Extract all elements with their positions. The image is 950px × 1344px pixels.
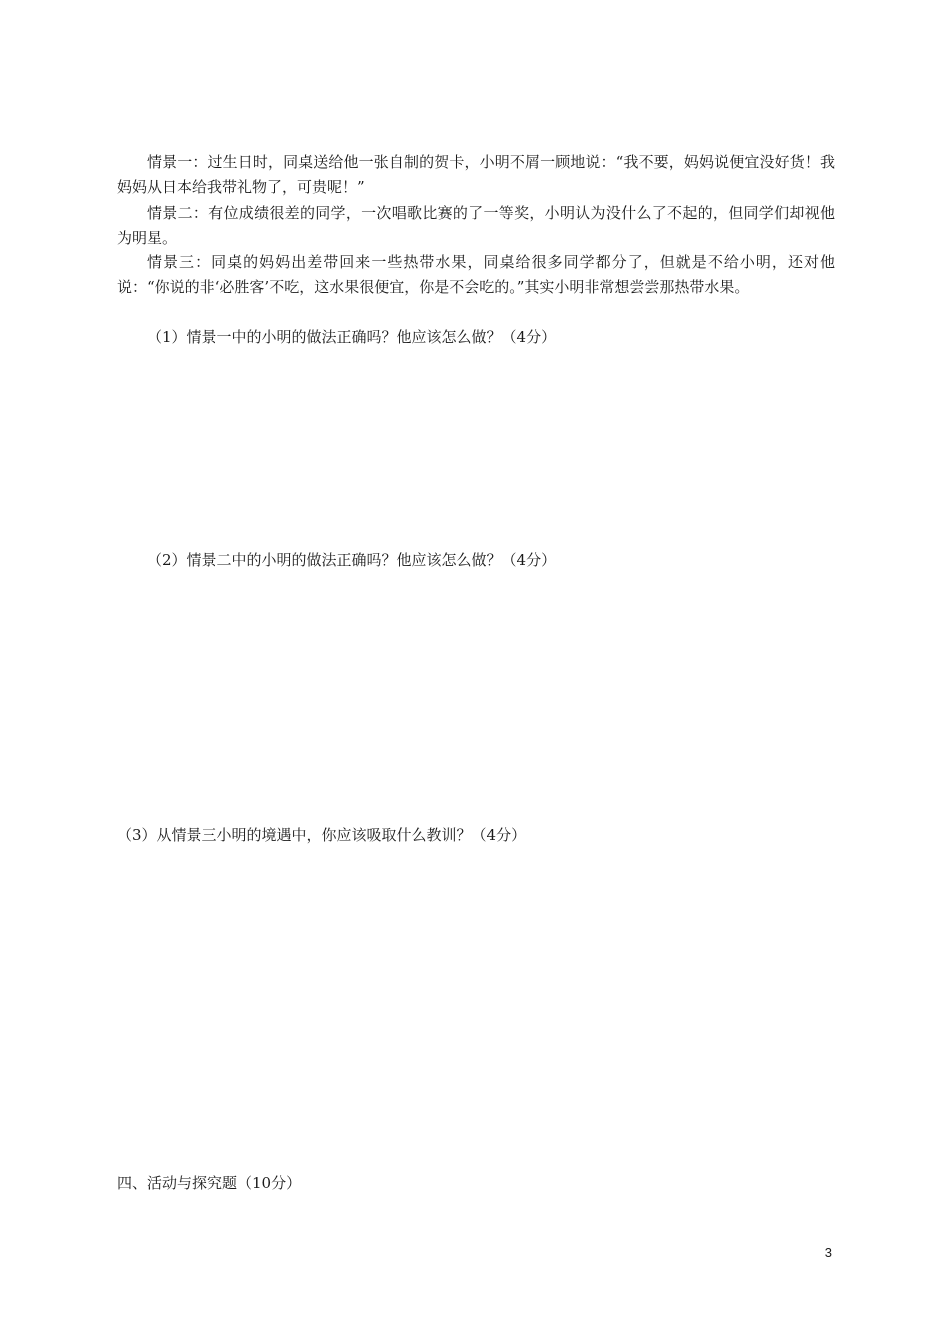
scenario-2-paragraph: 情景二：有位成绩很差的同学，一次唱歌比赛的了一等奖，小明认为没什么了不起的，但同学们却视他为明星。	[117, 204, 835, 247]
page-number: 3	[824, 1245, 832, 1260]
question-2: （2）情景二中的小明的做法正确吗？他应该怎么做？（4分）	[147, 551, 557, 569]
question-3: （3）从情景三小明的境遇中，你应该吸取什么教训？（4分）	[117, 826, 527, 844]
question-1: （1）情景一中的小明的做法正确吗？他应该怎么做？（4分）	[147, 328, 557, 346]
scenario-3-paragraph: 情景三：同桌的妈妈出差带回来一些热带水果，同桌给很多同学都分了，但就是不给小明，还对他说：“你说的非‘必胜客’不吃，这水果很便宜，你是不会吃的。”其实小明非常想尝尝那热带水果。	[117, 253, 835, 296]
section-heading: 四、活动与探究题（10分）	[117, 1174, 302, 1192]
scenario-1-paragraph: 情景一：过生日时，同桌送给他一张自制的贺卡，小明不屑一顾地说：“我不要，妈妈说便宜没好货！我妈妈从日本给我带礼物了，可贵呢！”	[117, 153, 835, 196]
